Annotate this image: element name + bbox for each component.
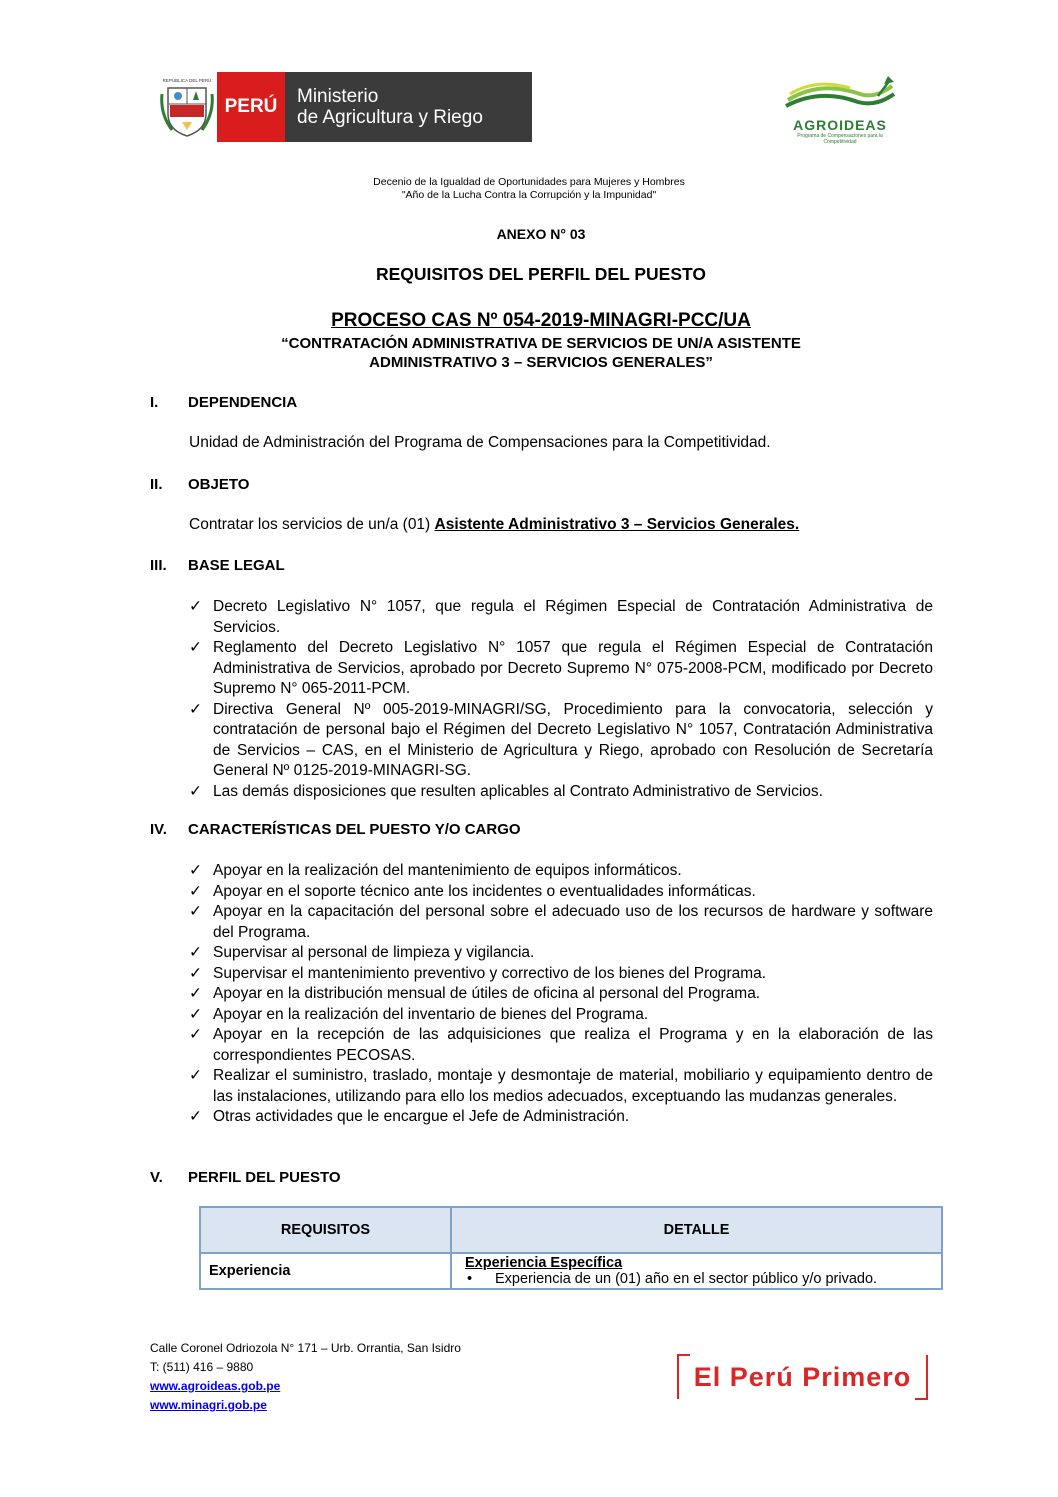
checkmark-icon: ✓	[189, 598, 202, 615]
ministry-name	[285, 72, 532, 142]
decenio-header	[0, 176, 1058, 202]
slogan-el-peru-primero: El Perú Primero	[693, 1361, 912, 1392]
decenio-line-1: Decenio de la Igualdad de Oportunidades para Mujeres y Hombres	[373, 176, 685, 188]
checkmark-icon: ✓	[189, 985, 202, 1002]
list-item: ✓ Apoyar en la distribución mensual de útiles de oficina al personal del Programa.	[189, 984, 933, 1005]
objeto-position-name: Asistente Administrativo 3 – Servicios Generales.	[434, 516, 800, 533]
contratacion-line-1: “CONTRATACIÓN ADMINISTRATIVA DE SERVICIOS DE UN/A ASISTENTE	[281, 335, 801, 352]
list-item: ✓ Decreto Legislativo N° 1057, que regula el Régimen Especial de Contratación Administrativa de Servicios.	[189, 597, 933, 638]
peru-label: PERÚ	[217, 72, 285, 142]
bullet-icon: •	[467, 1271, 473, 1287]
section-base-legal-heading	[150, 557, 285, 574]
agroideas-emblem-icon	[780, 72, 900, 112]
objeto-text	[189, 516, 799, 534]
proceso-title: PROCESO CAS Nº 054-2019-MINAGRI-PCC/UA	[331, 310, 751, 331]
footer-contact	[150, 1339, 461, 1415]
column-header-requisitos: REQUISITOS	[200, 1207, 451, 1253]
section-title: BASE LEGAL	[188, 557, 285, 574]
detalle-cell	[451, 1253, 942, 1289]
section-title: OBJETO	[188, 476, 250, 493]
section-title: PERFIL DEL PUESTO	[188, 1169, 341, 1186]
ministry-line-1: Ministerio	[297, 86, 379, 107]
caracteristicas-list	[189, 861, 933, 1128]
objeto-text-prefix: Contratar los servicios de un/a (01)	[189, 516, 435, 533]
contratacion-subtitle	[0, 334, 1058, 372]
list-item: ✓ Supervisar el mantenimiento preventivo y correctivo de los bienes del Programa.	[189, 964, 933, 985]
table-header-row	[200, 1207, 942, 1253]
checkmark-icon: ✓	[189, 944, 202, 961]
list-item: ✓ Otras actividades que le encargue el Jefe de Administración.	[189, 1107, 933, 1128]
document-title: REQUISITOS DEL PERFIL DEL PUESTO	[376, 264, 706, 284]
list-item: ✓ Supervisar al personal de limpieza y vigilancia.	[189, 943, 933, 964]
list-item: ✓ Apoyar en la realización del mantenimiento de equipos informáticos.	[189, 861, 933, 882]
section-number: I.	[150, 394, 159, 411]
list-item: ✓ Directiva General Nº 005-2019-MINAGRI/SG, Procedimiento para la convocatoria, selección y contratación de personal bajo el Régimen del Decreto Legislativo N° 1057, Contratación Administrativa de Servicios – CAS, en el Ministerio de Agricultura y Riego, aprobado con Resolución de Secretaría General Nº 0125-2019-MINAGRI-SG.	[189, 700, 933, 782]
list-item: ✓ Apoyar en la realización del inventario de bienes del Programa.	[189, 1005, 933, 1026]
checkmark-icon: ✓	[189, 862, 202, 879]
list-item: ✓ Realizar el suministro, traslado, montaje y desmontaje de material, mobiliario y equipamiento dentro de las instalaciones, utilizando para ello los medios adecuados, exceptuando las mudanzas generales.	[189, 1066, 933, 1107]
section-dependencia-heading	[150, 394, 297, 411]
section-number: IV.	[150, 821, 167, 838]
footer-phone: T: (511) 416 – 9880	[150, 1360, 254, 1374]
section-caracteristicas-heading	[150, 821, 521, 838]
agroideas-name: AGROIDEAS	[793, 117, 887, 133]
table-row	[200, 1253, 942, 1289]
footer-link-minagri[interactable]: www.minagri.gob.pe	[150, 1398, 267, 1412]
base-legal-list	[189, 597, 933, 802]
svg-text:REPÚBLICA DEL PERÚ: REPÚBLICA DEL PERÚ	[162, 78, 212, 83]
list-item: ✓ Apoyar en la capacitación del personal sobre el adecuado uso de los recursos de hardware y software del Programa.	[189, 902, 933, 943]
agroideas-logo	[780, 72, 900, 147]
list-item: ✓ Apoyar en el soporte técnico ante los incidentes o eventualidades informáticas.	[189, 882, 933, 903]
requisito-cell: Experiencia	[200, 1253, 451, 1289]
section-title: DEPENDENCIA	[188, 394, 298, 411]
section-title: CARACTERÍSTICAS DEL PUESTO Y/O CARGO	[188, 821, 521, 838]
perfil-table	[199, 1206, 943, 1290]
decenio-line-2: "Año de la Lucha Contra la Corrupción y la Impunidad"	[401, 189, 657, 201]
list-item: ✓ Las demás disposiciones que resulten aplicables al Contrato Administrativo de Servicios.	[189, 782, 933, 803]
section-perfil-heading	[150, 1169, 341, 1186]
checkmark-icon: ✓	[189, 700, 202, 718]
ministry-line-2: de Agricultura y Riego	[297, 107, 483, 128]
column-header-detalle: DETALLE	[451, 1207, 942, 1253]
detalle-item: • Experiencia de un (01) año en el sector público y/o privado.	[467, 1271, 878, 1287]
checkmark-icon: ✓	[189, 882, 202, 900]
contratacion-line-2: ADMINISTRATIVO 3 – SERVICIOS GENERALES”	[369, 354, 713, 371]
list-item: ✓ Apoyar en la recepción de las adquisiciones que realiza el Programa y en la elaboración de las correspondientes PECOSAS.	[189, 1025, 933, 1066]
list-item: ✓ Reglamento del Decreto Legislativo N° 1057 que regula el Régimen Especial de Contratación Administrativa de Servicios, aprobado por Decreto Supremo N° 075-2008-PCM, modificado por Decreto Supremo N° 065-2011-PCM.	[189, 638, 933, 700]
anexo-label: ANEXO N° 03	[496, 226, 586, 242]
section-number: III.	[150, 557, 167, 574]
dependencia-text: Unidad de Administración del Programa de Compensaciones para la Competitividad.	[189, 434, 771, 451]
checkmark-icon: ✓	[189, 903, 202, 920]
section-number: II.	[150, 476, 163, 493]
peru-coat-of-arms-icon	[157, 72, 217, 142]
footer-link-agroideas[interactable]: www.agroideas.gob.pe	[150, 1379, 281, 1393]
checkmark-icon: ✓	[189, 1005, 202, 1023]
detalle-title: Experiencia Específica	[465, 1255, 623, 1271]
section-objeto-heading	[150, 476, 249, 493]
footer-address: Calle Coronel Odriozola N° 171 – Urb. Orrantia, San Isidro	[150, 1341, 461, 1355]
checkmark-icon: ✓	[189, 1067, 202, 1084]
checkmark-icon: ✓	[189, 782, 202, 800]
checkmark-icon: ✓	[189, 1108, 202, 1125]
ministry-logo	[157, 72, 532, 142]
agroideas-tagline: Programa de Compensaciones para la Competitividad	[797, 133, 883, 145]
checkmark-icon: ✓	[189, 964, 202, 982]
checkmark-icon: ✓	[189, 1026, 202, 1043]
checkmark-icon: ✓	[189, 639, 202, 656]
section-number: V.	[150, 1169, 163, 1186]
